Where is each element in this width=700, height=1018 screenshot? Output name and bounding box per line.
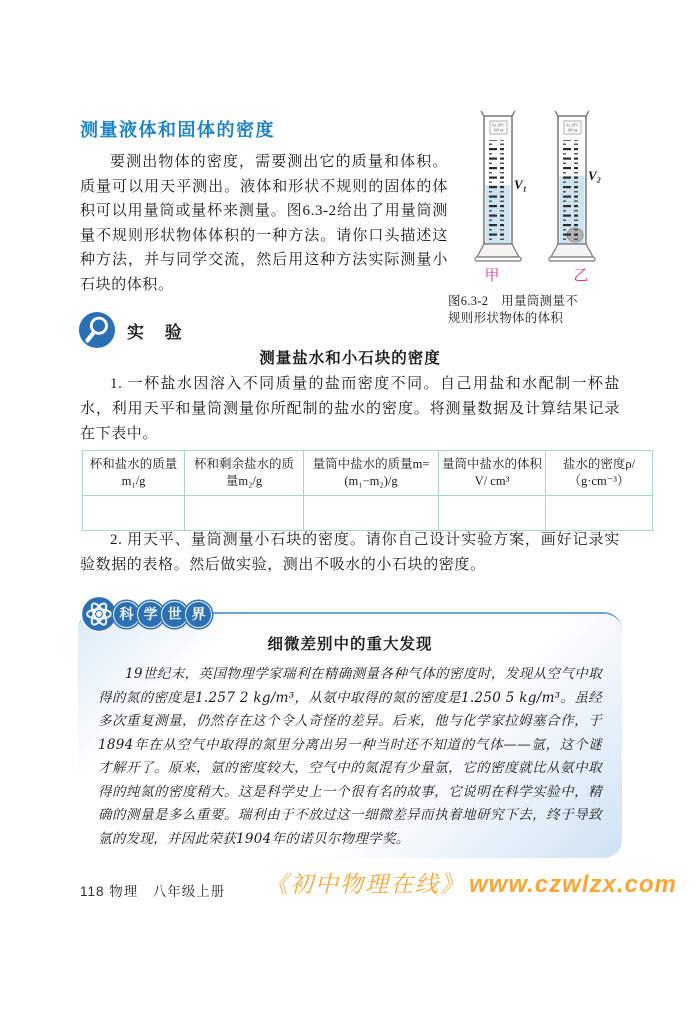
figure-6-3-2 xyxy=(448,110,626,327)
cylinder-labels xyxy=(448,264,626,285)
figure-caption xyxy=(448,293,626,327)
intro-paragraph: 要测出物体的密度，需要测出它的质量和体积。质量可以用天平测出。液体和形状不规则的固体的体积可以用量筒或量杯来测量。图6.3-2给出了用量筒测量不规则形状物体体积的一种方法。请你口头描述这种方法，并与同学交流，然后用这种方法实际测量小石块的体积。 xyxy=(80,154,448,293)
experiment-title: 测量盐水和小石块的密度 xyxy=(259,350,441,367)
measuring-cylinder-yi-icon xyxy=(542,110,606,262)
science-world-badge-chars xyxy=(118,601,212,628)
watermark xyxy=(265,866,677,899)
figure-caption-line1: 图6.3-2 用量筒测量不 xyxy=(448,294,578,308)
cylinder-label-yi: 乙 xyxy=(573,268,590,284)
measuring-cylinder-jia-icon xyxy=(468,110,532,262)
science-world-badge-char: 科 xyxy=(113,601,140,628)
magnifier-icon xyxy=(78,311,116,349)
flask-condition-label: Ex 20°C xyxy=(566,123,579,128)
science-world-badge-char: 世 xyxy=(161,601,188,628)
table-header-cell: 杯和剩余盐水的质量m₂/g xyxy=(185,451,304,496)
table-empty-row xyxy=(83,496,653,531)
table-header-cell: 量筒中盐水的质量m=(m₁−m₂)/g xyxy=(304,451,439,496)
science-world-body: 19世纪末，英国物理学家瑞利在精确测量各种气体的密度时，发现从空气中取得的氮的密度是1.257 2 kg/m³，从氨中取得的氮的密度是1.250 5 kg/m³。虽经多次重复测量，仍然存在这个令人奇怪的差异。后来，他与化学家拉姆塞合作，于1894年在从空气中取得的氮里分离出另一种当时还不知道的气体——氩，这个谜才解开了。原来，氩的密度较大，空气中的氮混有少量氩，它的密度就比从氨中取得的纯氮的密度稍大。这是科学史上一个很有名的故事，它说明在科学实验中，精确的测量是多么重要。瑞利由于不放过这一细微差异而执着地研究下去，终于导致氩的发现，并因此荣获1904年的诺贝尔物理学奖。 xyxy=(98,666,602,847)
science-world-badge-char: 学 xyxy=(137,601,164,628)
table-cell-empty xyxy=(185,496,304,531)
experiment-paragraph-1: 1. 一杯盐水因溶入不同质量的盐而密度不同。自己用盐和水配制一杯盐水，利用天平和量筒测量你所配制的盐水的密度。将测量数据及计算结果记录在下表中。 xyxy=(80,376,620,442)
section-heading: 测量液体和固体的密度 xyxy=(80,120,275,140)
table-cell-empty xyxy=(83,496,185,531)
v2-label: V₂ xyxy=(588,168,602,183)
flask-condition-label: Ex 20°C xyxy=(492,123,505,128)
table-header-cell: 杯和盐水的质量m₁/g xyxy=(83,451,185,496)
science-world-badge-char: 界 xyxy=(185,601,212,628)
table-header-row xyxy=(83,451,653,496)
flask-capacity-label: 100 ml xyxy=(567,128,578,133)
cylinder-label-jia: 甲 xyxy=(484,268,501,284)
data-table xyxy=(82,450,653,531)
science-world-badge xyxy=(80,595,212,633)
page-footer-info: 118 物理 八年级上册 xyxy=(80,884,226,899)
table-cell-empty xyxy=(439,496,546,531)
table-cell-empty xyxy=(304,496,439,531)
flask-capacity-label: 100 ml xyxy=(493,128,504,133)
experiment-paragraph-2: 2. 用天平、量筒测量小石块的密度。请你自己设计实验方案，画好记录实验数据的表格。然后做实验，测出不吸水的小石块的密度。 xyxy=(80,532,620,573)
table-cell-empty xyxy=(546,496,653,531)
experiment-section-label: 实 验 xyxy=(127,322,190,342)
v1-label: V₁ xyxy=(514,177,528,192)
science-world-box xyxy=(78,606,622,858)
watermark-site-url: www.czwlzx.com xyxy=(469,871,677,898)
science-world-title: 细微差别中的重大发现 xyxy=(267,636,433,653)
experiment-section-header xyxy=(78,311,190,349)
watermark-site-name: 《初中物理在线》 xyxy=(265,872,465,898)
figure-caption-line2: 规则形状物体的体积 xyxy=(448,311,564,325)
table-header-cell: 盐水的密度ρ/（g·cm⁻³） xyxy=(546,451,653,496)
table-header-cell: 量筒中盐水的体积V/ cm³ xyxy=(439,451,546,496)
cylinder-row xyxy=(448,110,626,262)
